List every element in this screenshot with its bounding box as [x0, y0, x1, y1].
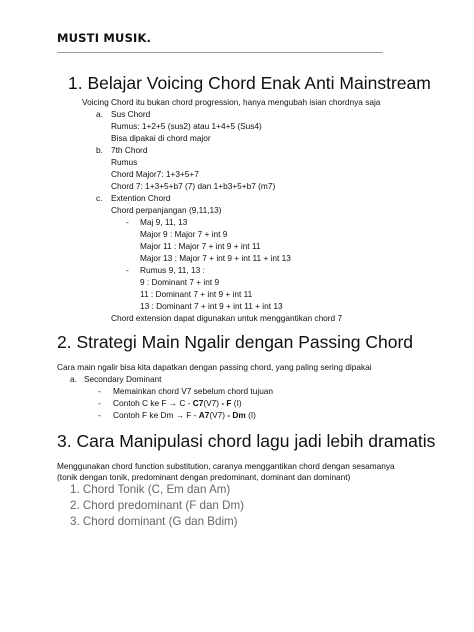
- s1-dom9: 9 : Dominant 7 + int 9: [140, 277, 220, 287]
- section-3-title: 3. Cara Manipulasi chord lagu jadi lebih dramatis: [57, 431, 436, 451]
- s1-b-seven: Chord 7: 1+3+5+b7 (7) dan 1+b3+5+b7 (m7): [111, 181, 276, 191]
- s1-maj13: Major 13 : Major 7 + int 9 + int 11 + int 13: [140, 253, 291, 263]
- header-divider: [57, 52, 383, 53]
- s1-a-rumus: Rumus: 1+2+5 (sus2) atau 1+4+5 (Sus4): [111, 121, 262, 131]
- s1-a-note: Bisa dipakai di chord major: [111, 133, 211, 143]
- s1-maj11: Major 11 : Major 7 + int 9 + int 11: [140, 241, 261, 251]
- s1-c-marker: c.: [96, 193, 103, 203]
- s1-c-perpanjangan: Chord perpanjangan (9,11,13): [111, 205, 222, 215]
- s2-intro: Cara main ngalir bisa kita dapatkan dengan passing chord, yang paling sering dipakai: [57, 362, 372, 372]
- s2-a-marker: a.: [70, 374, 77, 384]
- s3-list-item: 1. Chord Tonik (C, Em dan Am): [70, 483, 231, 496]
- s3-list-item: 2. Chord predominant (F dan Dm): [70, 499, 244, 512]
- s2-item1-dash: -: [98, 386, 101, 396]
- s1-b-rumus: Rumus: [111, 157, 138, 167]
- s2-item1: Memainkan chord V7 sebelum chord tujuan: [113, 386, 274, 396]
- s2-item2-dash: -: [98, 398, 101, 408]
- s1-b-major7: Chord Major7: 1+3+5+7: [111, 169, 199, 179]
- s1-dom11: 11 : Dominant 7 + int 9 + int 11: [140, 289, 253, 299]
- s1-a-title: Sus Chord: [111, 109, 151, 119]
- s1-maj9: Major 9 : Major 7 + int 9: [140, 229, 228, 239]
- s1-maj-dash: -: [126, 217, 129, 227]
- s3-list-item: 3. Chord dominant (G dan Bdim): [70, 515, 238, 528]
- s1-ext-note: Chord extension dapat digunakan untuk menggantikan chord 7: [111, 313, 343, 323]
- section-2-title: 2. Strategi Main Ngalir dengan Passing Chord: [57, 332, 414, 352]
- s2-item3: Contoh F ke Dm → F - A7(V7) - Dm (I): [113, 410, 256, 420]
- s1-rumus-dash: -: [126, 265, 129, 275]
- section-1-title: 1. Belajar Voicing Chord Enak Anti Mainstream: [68, 73, 431, 93]
- s1-dom13: 13 : Dominant 7 + int 9 + int 11 + int 13: [140, 301, 283, 311]
- s1-b-marker: b.: [96, 145, 103, 155]
- s1-maj-title: Maj 9, 11, 13: [140, 217, 188, 227]
- s2-a-title: Secondary Dominant: [84, 374, 162, 384]
- brand-logo: MUSTI MUSIK.: [57, 31, 152, 45]
- s1-rumus-title: Rumus 9, 11, 13 :: [140, 265, 205, 275]
- s2-item3-dash: -: [98, 410, 101, 420]
- s3-intro-line1: Menggunakan chord function substitution, caranya menggantikan chord dengan sesamanya: [57, 461, 395, 471]
- s1-a-marker: a.: [96, 109, 103, 119]
- s3-intro-line2: (tonik dengan tonik, predominant dengan predominant, dominant dan dominant): [57, 472, 351, 482]
- s1-b-title: 7th Chord: [111, 145, 148, 155]
- s2-item2: Contoh C ke F → C - C7(V7) - F (I): [113, 398, 242, 408]
- s1-intro: Voicing Chord itu bukan chord progression, hanya mengubah isian chordnya saja: [82, 97, 381, 107]
- s1-c-title: Extention Chord: [111, 193, 171, 203]
